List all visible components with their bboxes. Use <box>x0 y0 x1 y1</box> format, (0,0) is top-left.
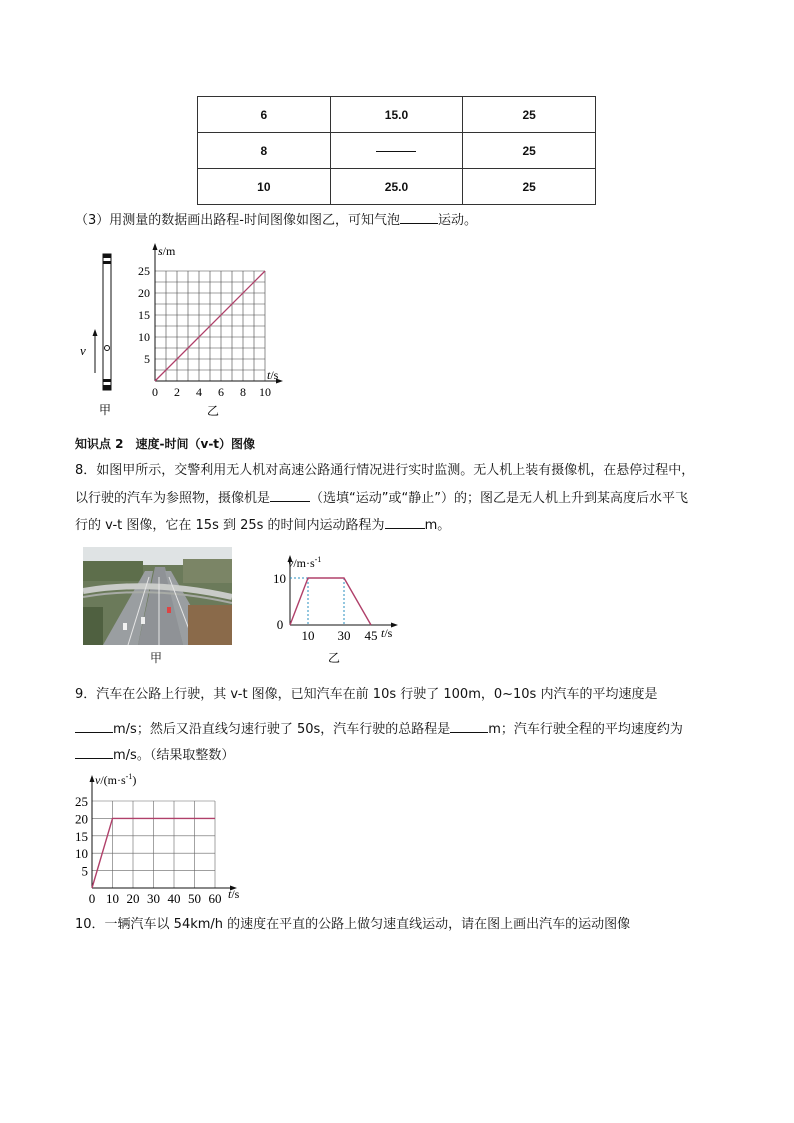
table-cell: 25 <box>463 97 596 133</box>
section-heading: 知识点 2 速度-时间（v-t）图像 <box>75 437 256 451</box>
figure-caption: 乙 <box>207 404 220 418</box>
x-tick-label: 4 <box>196 385 202 399</box>
answer-blank <box>270 489 310 502</box>
figure-caption: 甲 <box>99 403 112 417</box>
x-tick-label: 10 <box>259 385 271 399</box>
y-tick-label: 20 <box>138 286 150 300</box>
question-8-line3: 行的 v-t 图像，它在 15s 到 25s 的时间内运动路程为 m。 <box>75 518 451 533</box>
figure-caption: 乙 <box>328 651 341 665</box>
tick-labels <box>273 571 378 643</box>
grid <box>92 801 215 888</box>
table-cell: 10 <box>198 169 331 205</box>
answer-blank <box>400 211 438 224</box>
vt-graph-q9 <box>68 770 258 910</box>
table-row <box>198 97 596 133</box>
x-tick-label: 10 <box>301 628 315 643</box>
x-tick-label: 6 <box>218 385 224 399</box>
table-cell-blank <box>330 133 463 169</box>
y-tick-label: 25 <box>75 794 88 809</box>
answer-blank <box>75 746 113 759</box>
velocity-label: v <box>80 343 86 358</box>
y-axis-arrow <box>153 243 158 250</box>
y-tick-label: 20 <box>75 811 88 827</box>
question-10: 10．一辆汽车以 54km/h 的速度在平直的公路上做匀速直线运动，请在图上画出汽车的运动图像 <box>75 917 631 932</box>
table-cell: 25 <box>463 133 596 169</box>
x-tick-label: 20 <box>126 891 140 906</box>
x-tick-label: 45 <box>364 628 378 643</box>
y-axis-arrow <box>90 775 95 782</box>
x-tick-label: 40 <box>167 891 181 906</box>
x-tick-label: 30 <box>337 628 351 643</box>
x-tick-label: 30 <box>147 891 160 906</box>
x-tick-label: 10 <box>106 891 119 906</box>
highway-photo-image <box>83 547 232 645</box>
highway-photo <box>83 547 232 645</box>
y-tick-label: 10 <box>138 330 150 344</box>
y-tick-label: 5 <box>144 352 150 366</box>
table-row <box>198 169 596 205</box>
answer-blank <box>450 720 488 733</box>
table-cell: 8 <box>198 133 331 169</box>
question-3: （3）用测量的数据画出路程-时间图像如图乙，可知气泡 运动。 <box>75 213 477 228</box>
table-cell: 15.0 <box>330 97 463 133</box>
x-tick-label: 0 <box>152 385 158 399</box>
y-tick-label: 25 <box>138 264 150 278</box>
question-8-line1: 8．如图甲所示，交警利用无人机对高速公路通行情况进行实时监测。无人机上装有摄像机，在悬停过程中， <box>75 463 695 478</box>
y-tick-label: 10 <box>75 846 88 862</box>
answer-blank <box>376 150 416 152</box>
y-axis-label: s/m <box>158 244 176 258</box>
answer-blank <box>385 516 425 529</box>
question-9-line3: m/s。（结果取整数） <box>75 746 234 765</box>
x-tick-label: 0 <box>276 617 284 632</box>
x-tick-label: 0 <box>88 891 96 906</box>
data-table <box>197 96 596 205</box>
vt-graph-q8 <box>265 550 405 670</box>
x-tick-label: 50 <box>188 891 201 906</box>
guide-lines <box>290 578 344 625</box>
table-cell: 6 <box>198 97 331 133</box>
question-9-line2: m/s；然后又沿直线匀速行驶了 50s，汽车行驶的总路程是 m；汽车行驶全程的平均速度约为 <box>75 720 683 739</box>
answer-blank <box>75 720 113 733</box>
table-cell: 25.0 <box>330 169 463 205</box>
x-axis-label: t/s <box>381 626 393 640</box>
bubble-tube-figure <box>75 248 125 423</box>
series-line <box>290 578 371 625</box>
x-tick-label: 60 <box>208 891 222 906</box>
y-axis-label: $v/(m\cdot s^{-1})$ <box>95 772 137 787</box>
y-tick-label: 15 <box>75 828 88 844</box>
tick-labels <box>75 794 222 906</box>
y-tick-label: 10 <box>273 571 286 586</box>
table-row <box>198 133 596 169</box>
x-tick-label: 2 <box>174 385 180 399</box>
y-tick-label: 15 <box>138 308 150 322</box>
x-axis-label: t/s <box>228 887 240 901</box>
y-axis-label: $v/m\cdot s^{-1}$ <box>288 555 322 570</box>
st-graph <box>135 238 295 423</box>
x-tick-label: 8 <box>240 385 246 399</box>
table-cell: 25 <box>463 169 596 205</box>
photo-caption: 甲 <box>150 651 163 665</box>
question-9-line1: 9．汽车在公路上行驶，其 v-t 图像，已知汽车在前 10s 行驶了 100m，0~10s 内汽车的平均速度是 <box>75 687 658 702</box>
y-tick-label: 5 <box>81 863 88 879</box>
x-axis-label: t/s <box>267 368 279 382</box>
question-8-line2: 以行驶的汽车为参照物，摄像机是 （选填“运动”或“静止”）的；图乙是无人机上升到某高度后水平飞 <box>75 491 688 506</box>
